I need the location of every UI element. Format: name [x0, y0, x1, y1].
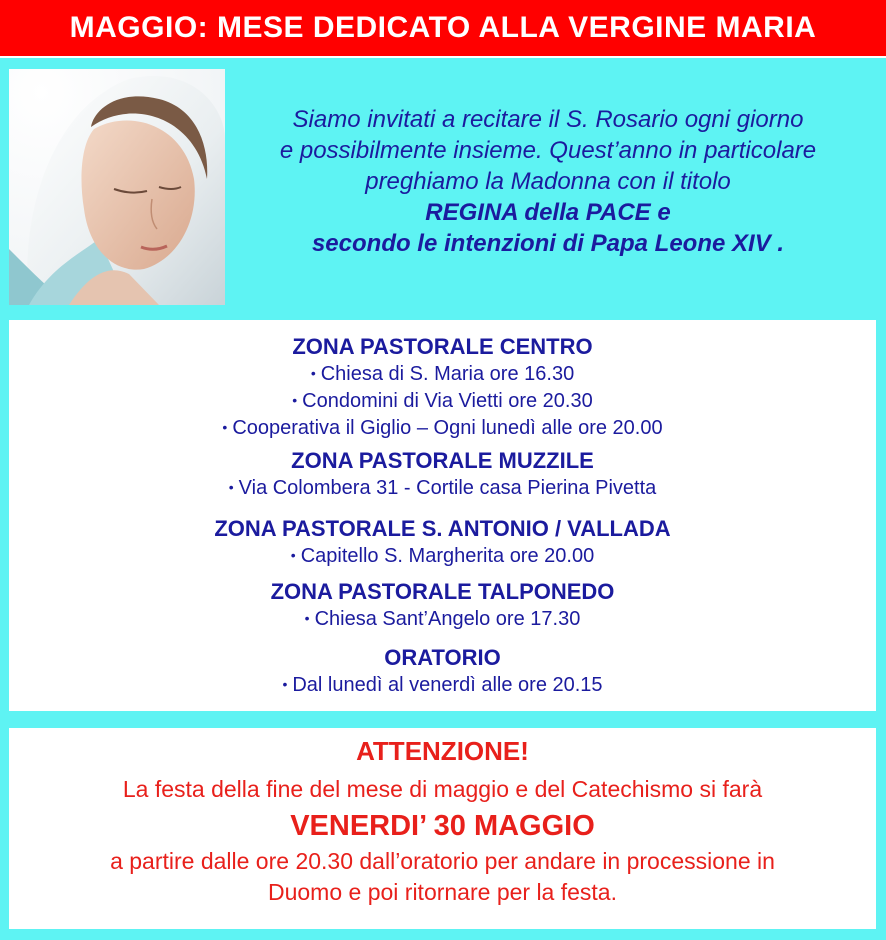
zone-talponedo — [9, 579, 876, 632]
intro-line: preghiamo la Madonna con il titolo — [365, 168, 731, 195]
intro-intention-line: secondo le intenzioni di Papa Leone XIV . — [311, 230, 785, 257]
zone-oratorio — [9, 645, 876, 698]
bullet-icon: • — [222, 419, 228, 435]
bullet-icon: • — [228, 479, 234, 495]
zone-muzzile — [9, 448, 876, 501]
bullet-icon: • — [290, 547, 296, 563]
zone-item: • Dal lunedì al venerdì alle ore 20.15 — [282, 674, 603, 696]
zone-item: • Capitello S. Margherita ore 20.00 — [290, 545, 595, 567]
zone-item: • Via Colombera 31 - Cortile casa Pierina Pivetta — [228, 477, 657, 499]
page-title-banner — [0, 0, 886, 58]
intro-section — [0, 60, 886, 318]
intro-title-line: REGINA della PACE e — [425, 199, 671, 226]
intro-line: e possibilmente insieme. Quest’anno in particolare — [279, 137, 817, 164]
zone-title: ZONA PASTORALE CENTRO — [292, 334, 593, 359]
notice-line: a partire dalle ore 20.30 dall’oratorio per andare in processione in — [110, 848, 775, 874]
intro-text — [232, 104, 864, 259]
bullet-icon: • — [304, 610, 310, 626]
zone-title: ZONA PASTORALE TALPONEDO — [270, 579, 615, 604]
attention-notice — [9, 728, 876, 929]
zone-item: • Condomini di Via Vietti ore 20.30 — [292, 390, 593, 412]
notice-title: ATTENZIONE! — [356, 736, 529, 766]
bullet-icon: • — [292, 392, 298, 408]
zone-title: ZONA PASTORALE MUZZILE — [291, 448, 594, 473]
zone-item: • Chiesa Sant’Angelo ore 17.30 — [304, 608, 581, 630]
zone-item: • Chiesa di S. Maria ore 16.30 — [310, 363, 575, 385]
page-title: MAGGIO: MESE DEDICATO ALLA VERGINE MARIA — [69, 11, 817, 44]
zone-santantonio-vallada — [9, 516, 876, 569]
madonna-image — [9, 69, 225, 305]
pastoral-zones-panel — [9, 320, 876, 711]
notice-line: Duomo e poi ritornare per la festa. — [267, 879, 617, 905]
notice-date: VENERDI’ 30 MAGGIO — [290, 810, 595, 842]
zone-title: ORATORIO — [384, 645, 501, 670]
bullet-icon: • — [310, 365, 316, 381]
notice-line: La festa della fine del mese di maggio e del Catechismo si farà — [122, 776, 763, 802]
bullet-icon: • — [282, 676, 288, 692]
zone-title: ZONA PASTORALE S. ANTONIO / VALLADA — [214, 516, 671, 541]
intro-line: Siamo invitati a recitare il S. Rosario ogni giorno — [292, 106, 804, 133]
zone-item: • Cooperativa il Giglio – Ogni lunedì alle ore 20.00 — [222, 417, 663, 439]
zone-centro — [9, 334, 876, 441]
